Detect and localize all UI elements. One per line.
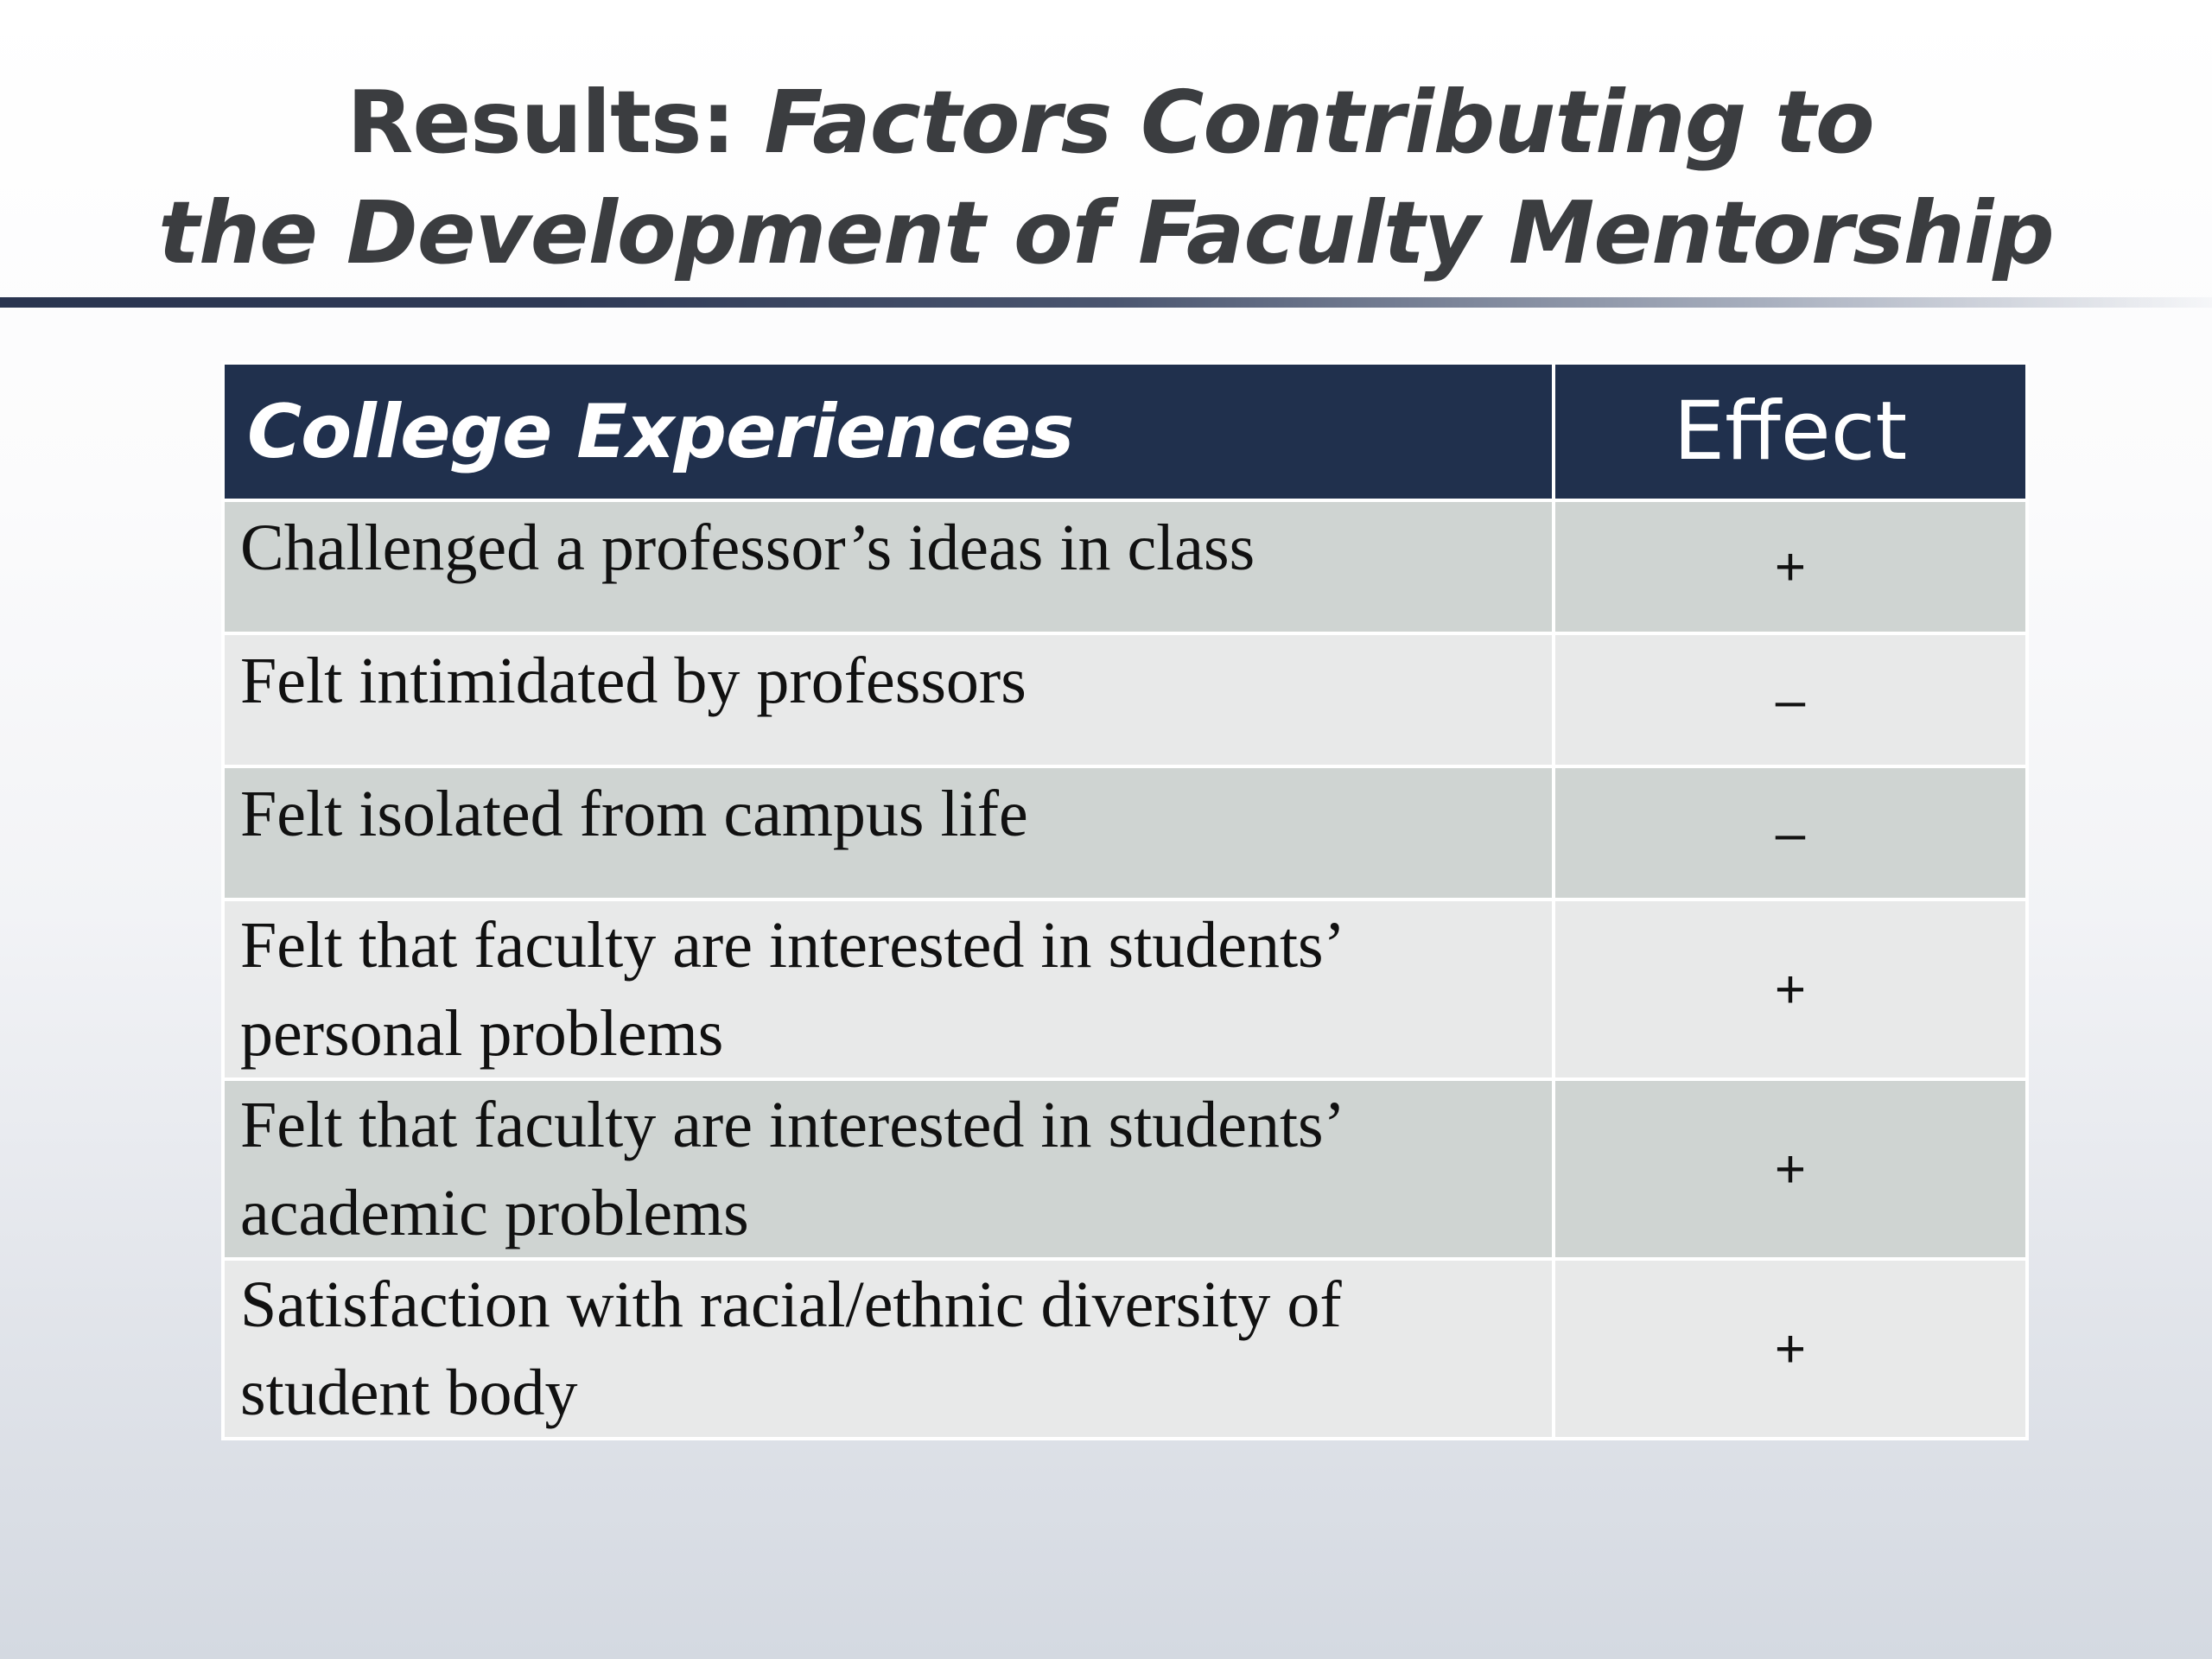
experience-text: Felt intimidated by professors bbox=[240, 645, 1027, 717]
experience-cell bbox=[225, 1081, 1552, 1257]
table-row bbox=[225, 502, 2025, 632]
table-row bbox=[225, 1261, 2025, 1437]
experience-cell bbox=[225, 502, 1552, 632]
effect-cell: – bbox=[1555, 635, 2025, 765]
experience-text: Felt isolated from campus life bbox=[240, 778, 1028, 850]
effect-cell: – bbox=[1555, 768, 2025, 898]
experience-cell bbox=[225, 635, 1552, 765]
title-prefix: Results: bbox=[346, 72, 735, 173]
title-line-1 bbox=[0, 67, 2212, 178]
header-effect: Effect bbox=[1555, 365, 2025, 499]
experience-text-line-1: Satisfaction with racial/ethnic diversity of bbox=[240, 1268, 1342, 1341]
experience-text: Challenged a professor’s ideas in class bbox=[240, 512, 1255, 584]
title-divider bbox=[0, 297, 2212, 308]
effect-cell: + bbox=[1555, 1261, 2025, 1437]
experience-cell bbox=[225, 1261, 1552, 1437]
table-row bbox=[225, 901, 2025, 1077]
table-header-row bbox=[225, 365, 2025, 499]
experience-text-line-2: academic problems bbox=[240, 1177, 749, 1249]
effect-cell: + bbox=[1555, 1081, 2025, 1257]
results-table bbox=[221, 361, 2029, 1440]
effect-cell: + bbox=[1555, 901, 2025, 1077]
experience-cell bbox=[225, 901, 1552, 1077]
slide-title bbox=[0, 67, 2212, 289]
effect-cell: + bbox=[1555, 502, 2025, 632]
title-italic-line-2: the Development of Faculty Mentorship bbox=[158, 182, 2054, 283]
table-row bbox=[225, 768, 2025, 898]
title-italic-line-1: Factors Contributing to bbox=[764, 72, 1874, 173]
experience-text-line-2: student body bbox=[240, 1357, 578, 1429]
experience-cell bbox=[225, 768, 1552, 898]
table-row bbox=[225, 635, 2025, 765]
experience-text-line-2: personal problems bbox=[240, 997, 724, 1070]
table-row bbox=[225, 1081, 2025, 1257]
experience-text-line-1: Felt that faculty are interested in students’ bbox=[240, 1089, 1345, 1161]
experience-text-line-1: Felt that faculty are interested in students’ bbox=[240, 909, 1345, 982]
header-college-experiences: College Experiences bbox=[225, 365, 1552, 499]
